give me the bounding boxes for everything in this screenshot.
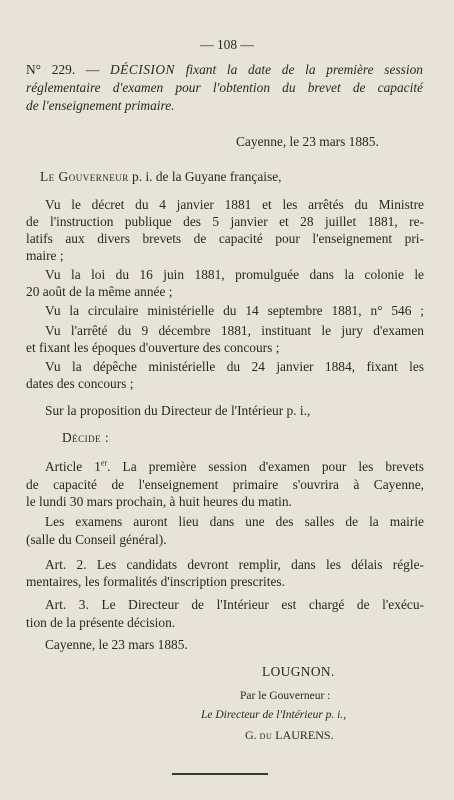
vu-depeche-line-2: dates des concours ; — [26, 376, 134, 391]
article-1-line-2: de capacité de l'enseignement primaire s'ouvrira à Cayenne, — [26, 477, 424, 492]
article-2-line-1: Art. 2. Les candidats devront remplir, dans les délais régle- — [45, 557, 424, 572]
article-2-line-2: mentaires, les formalités d'inscription prescrites. — [26, 574, 285, 589]
vu-decret-line-4: maire ; — [26, 248, 64, 263]
article-1-line-3: le lundi 30 mars prochain, à huit heures du matin. — [26, 494, 292, 509]
closing-rule — [172, 773, 268, 775]
article-1-line-5: (salle du Conseil général). — [26, 532, 167, 547]
decision-word: DÉCISION — [109, 62, 175, 77]
vu-loi-line-2: 20 août de la même année ; — [26, 284, 173, 299]
vu-decret-line-2: de l'instruction publique des 5 janvier et 28 juillet 1881, re- — [26, 214, 424, 229]
decision-title-line-1: N° 229. — DÉCISION fixant la date de la première session — [26, 62, 423, 77]
article-3-line-1: Art. 3. Le Directeur de l'Intérieur est chargé de l'exécu- — [45, 597, 424, 612]
vu-depeche-line-1: Vu la dépêche ministérielle du 24 janvier 1884, fixant les — [45, 359, 424, 374]
decision-number: N° 229. — [26, 62, 76, 77]
vu-loi-line-1: Vu la loi du 16 juin 1881, promulguée dans la colonie le — [45, 267, 424, 282]
director-title: Le Directeur de l'Intérieur p. i., — [201, 709, 347, 721]
governor-line: Le Gouverneur p. i. de la Guyane française, — [40, 169, 282, 184]
vu-arrete-line-2: et fixant les époques d'ouverture des concours ; — [26, 340, 280, 355]
article-1-line-1: Article 1er. La première session d'examen pour les brevets — [45, 458, 424, 474]
closing-place-date: Cayenne, le 23 mars 1885. — [45, 637, 188, 652]
decision-title-line-3: de l'enseignement primaire. — [26, 98, 175, 113]
article-1-line-4: Les examens auront lieu dans une des salles de la mairie — [45, 514, 424, 529]
decide-heading: Décide : — [62, 430, 110, 445]
par-le-gouverneur: Par le Gouverneur : — [240, 690, 331, 702]
proposition-line: Sur la proposition du Directeur de l'Intérieur p. i., — [45, 403, 311, 418]
director-name: G. du LAURENS. — [245, 728, 334, 742]
signatory-name: LOUGNON. — [262, 664, 335, 679]
article-3-line-2: tion de la présente décision. — [26, 615, 176, 630]
decision-title-line-2: réglementaire d'examen pour l'obtention du brevet de capacité — [26, 80, 423, 95]
vu-decret-line-1: Vu le décret du 4 janvier 1881 et les arrêtés du Ministre — [45, 197, 424, 212]
vu-arrete-line-1: Vu l'arrêté du 9 décembre 1881, instituant le jury d'examen — [45, 323, 424, 338]
vu-decret-line-3: latifs aux divers brevets de capacité pour l'enseignement pri- — [26, 231, 424, 246]
vu-circulaire-line: Vu la circulaire ministérielle du 14 septembre 1881, n° 546 ; — [45, 303, 424, 318]
page-number: — 108 — — [200, 37, 254, 52]
header-place-date: Cayenne, le 23 mars 1885. — [236, 134, 379, 149]
